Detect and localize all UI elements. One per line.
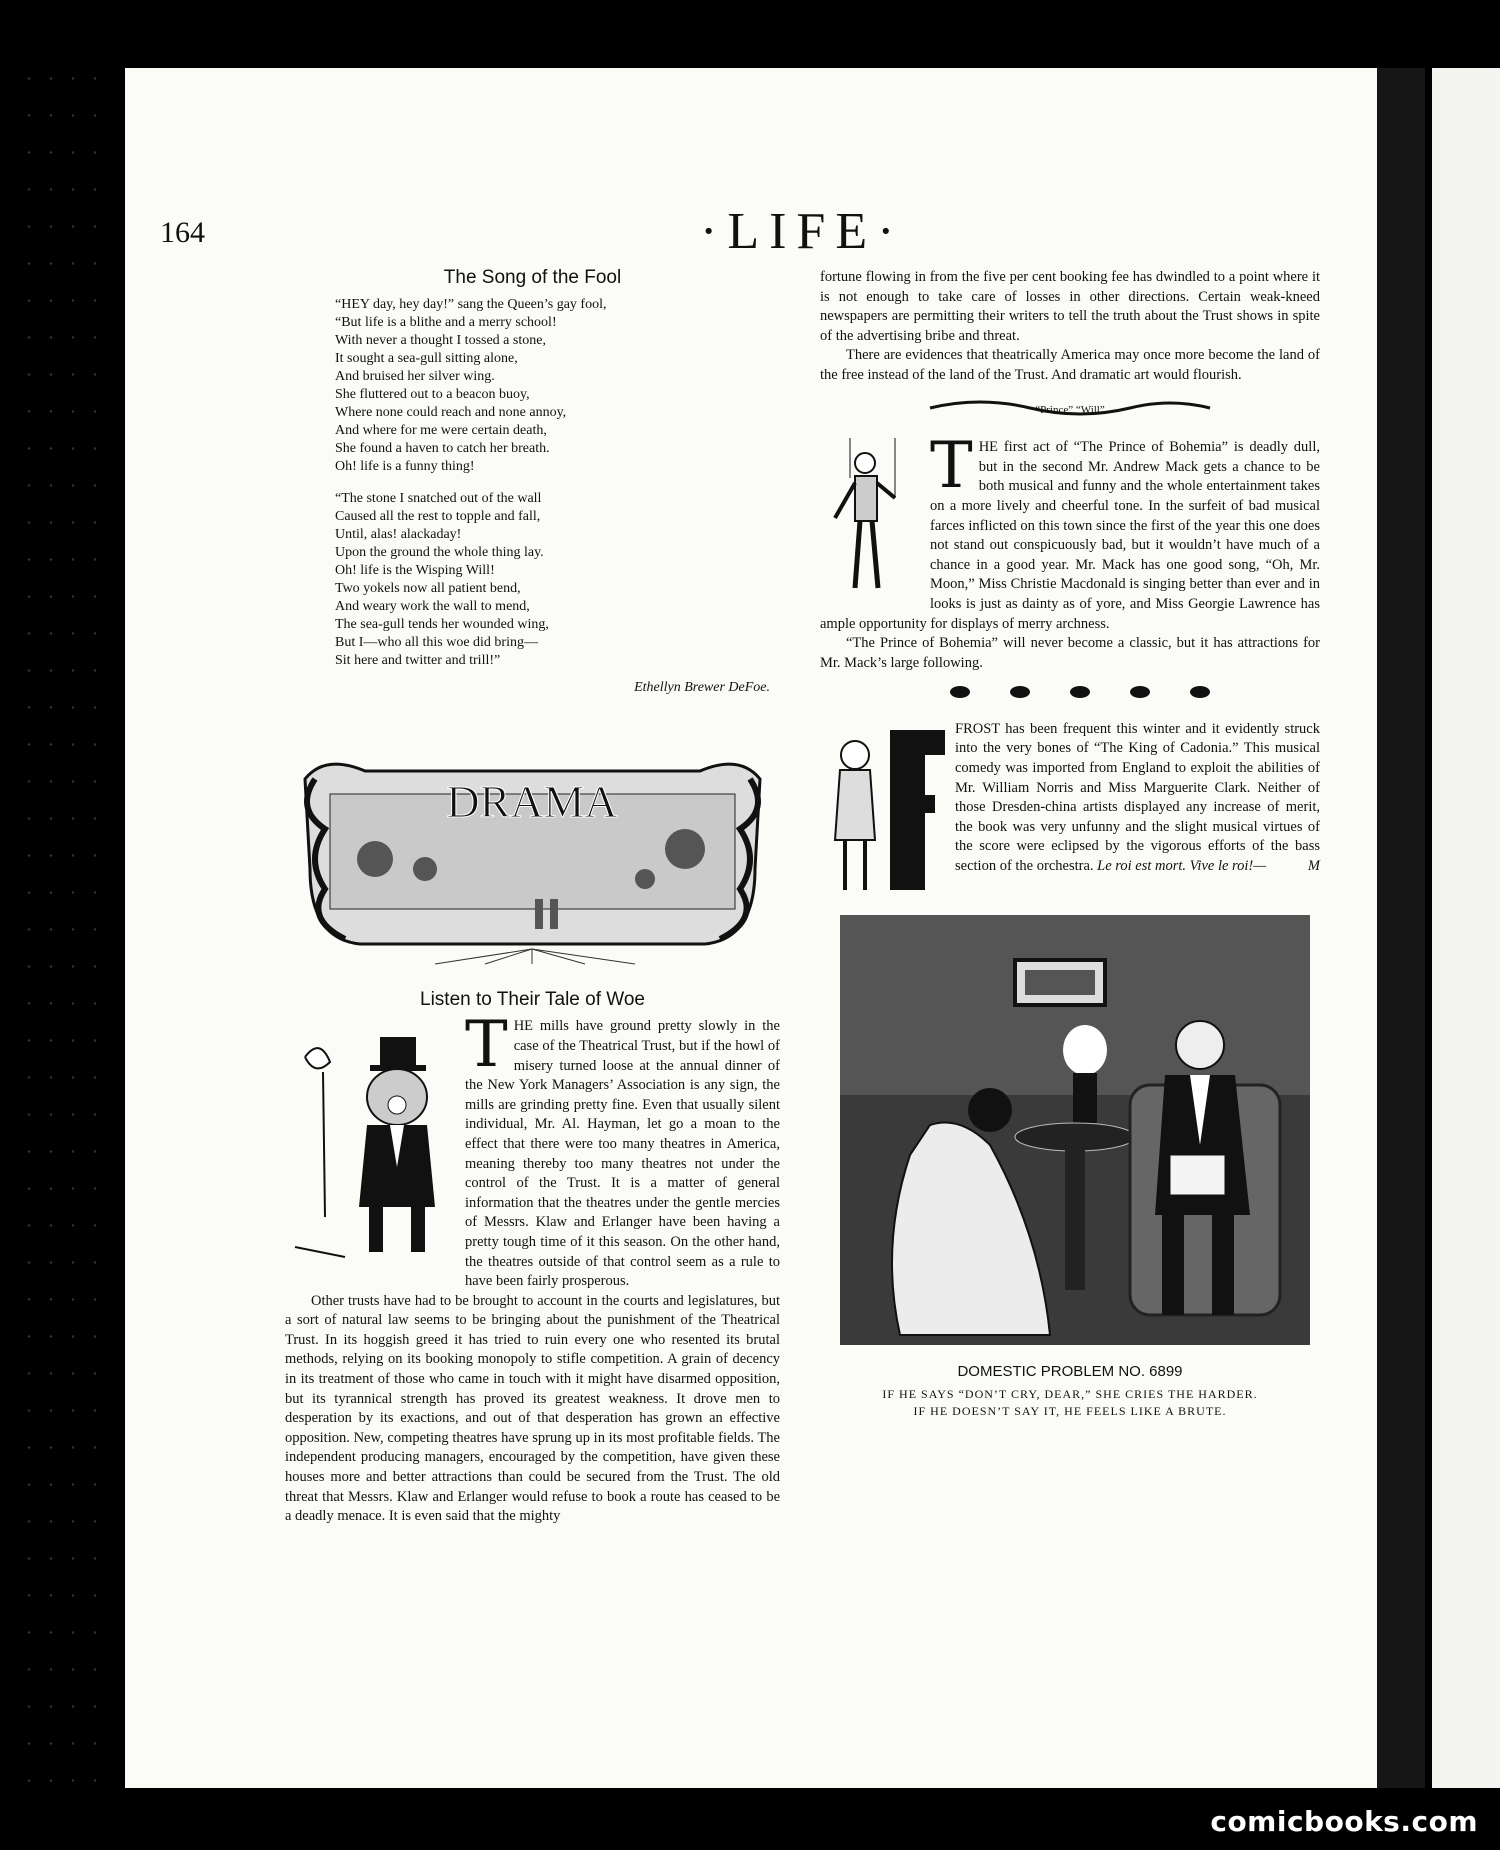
trust-continuation: fortune flowing in from the five per cent booking fee has dwindled to a point where it is not enough to take care of losses in other directions. Certain weak-kneed newspapers are permitting their writers to tell the truth about the Trust shows in spite of the advertising bribe and threat. [820,269,1320,344]
trust-conclusion: There are evidences that theatrically America may once more become the land of the free instead of the land of the Trust. And dramatic art would flourish. [820,347,1320,383]
cartoon-title: DOMESTIC PROBLEM NO. 6899 [957,1363,1183,1381]
frost-signature: M [1307,858,1320,875]
poem-stanza-2: “The stone I snatched out of the wall Caused all the rest to topple and fall, Until, alas! alackaday! Upon the ground the whole thing lay. Oh! life is the Wisping Will! Two yokels now all patient bend, And weary work the wall to mend, The sea-gull tends her wounded wing, But I—who all this woe did bring— Sit here and twitter and trill!” [335,490,549,668]
page-gutter [1377,68,1425,1788]
scan-edge-dust [18,60,108,1800]
masthead: ·LIFE· [700,203,905,260]
prince-review-paragraph-2: “The Prince of Bohemia” will never become a classic, but it has attractions for Mr. Mack’s large following. [820,635,1320,671]
frost-review-italic: Le roi est mort. Vive le roi!— [1097,858,1267,875]
ornament-text: “Prince” “Will” [1035,403,1105,416]
frost-review-text: ROST has been frequent this winter and it evidently struck into the very bones of “The King of Cadonia.” This musical comedy was imported from England to exploit the abilities of Mr. William Norris and Miss Marguerite Clark. Neither of those Dresden-china artists displayed any increase of merit, the book was very unfunny and the slight musical virtues of the score were eclipsed by the vigorous efforts of the bass section of the orchestra. [955,720,1320,875]
cartoon-caption-line-2: IF HE DOESN’T SAY IT, HE FEELS LIKE A BRUTE. [913,1403,1227,1418]
domestic-problem-cartoon [840,895,1320,1352]
section-ornament [820,396,1320,427]
woe-paragraph-2: Other trusts have had to be brought to account in the courts and legislatures, but a sort of natural law seems to be bringing about the punishment of the Theatrical Trust. In its hoggish greed it has tried to ruin every one who resented its brutal methods, relying on its booking monopoly to stifle competition. A grain of decency in its treatment of those who came in touch with it might have disarmed opposition, but its tyrannical strength has proved its greatest weakness. It drove men to desperation by its exactions, and out of that desperation has grown an effective opposition. New, competing theatres have sprung up in its most profitable fields. The independent producing managers, encouraged by the competition, have given these houses more and better attractions than could be secured from the Trust. The old threat that Messrs. Klaw and Erlanger would refuse to book a route has ceased to be a deadly menace. It is even said that the mighty [285,1292,780,1525]
watermark: comicbooks.com [1210,1805,1478,1838]
prince-review-text-1: HE first act of “The Prince of Bohemia” is deadly dull, but in the second Mr. Andrew Mack gets a chance to be both musical and funny and the whole entertainment takes on a more lively and cheerful tone. In the surfeit of bad musical farces inflicted on this town since the first of the year this one does not stand out conspicuously bad, but it wouldn’t have much of a chance in a good year. Mr. Mack has one good song, “Oh, Mr. Moon,” Miss Christie Macdonald is singing better than ever and in looks is just as dainty as of yore, and Miss Georgie Lawrence has ample opportunity for displays of merry archness. [820,439,1320,632]
left-column [285,268,780,1527]
drama-banner [285,749,780,976]
drama-banner-illustration [285,749,780,969]
puppet-illustration [820,438,920,610]
dingbat-row [820,683,1320,708]
pig-manager-illustration [285,1017,455,1274]
frost-girl-illustration [820,720,945,912]
poem-title: The Song of the Fool [443,267,622,288]
poem-byline: Ethellyn Brewer DeFoe. [634,679,770,695]
poem-stanza-1: “HEY day, hey day!” sang the Queen’s gay fool, “But life is a blithe and a merry school! With never a thought I tossed a stone, It sought a sea-gull sitting alone, And bruised her silver wing. She fluttered out to a beacon buoy, Where none could reach and none annoy, And where for me were certain death, She found a haven to catch her breath. Oh! life is a funny thing! [335,296,607,474]
right-column [820,268,1320,1420]
drama-banner-label: DRAMA [446,776,618,828]
woe-paragraph-1-text: HE mills have ground pretty slowly in the case of the Theatrical Trust, but if the howl of misery turned loose at the annual dinner of the New York Managers’ Association is any sign, the mills are grinding pretty fine. Even that usually silent individual, Mr. Al. Hayman, let go a moan to the effect that there were too many theatres in America, meaning thereby too many theatres not under the control of the Trust. It is a matter of general information that the theatres under the gentle mercies of Messrs. Klaw and Erlanger have been having a pretty tough time of it this season. On the other hand, the theatres outside of that control seem as a rule to have been fairly prosperous. [465,1018,780,1290]
woe-drop-cap: T [465,1008,508,1083]
page-number: 164 [160,216,205,249]
frost-drop-cap: F [955,720,964,737]
prince-drop-cap: T [930,429,973,504]
facing-page-edge [1432,68,1500,1788]
woe-title: Listen to Their Tale of Woe [420,988,645,1010]
cartoon-caption-line-1: IF HE SAYS “DON’T CRY, DEAR,” SHE CRIES THE HARDER. [882,1386,1258,1401]
